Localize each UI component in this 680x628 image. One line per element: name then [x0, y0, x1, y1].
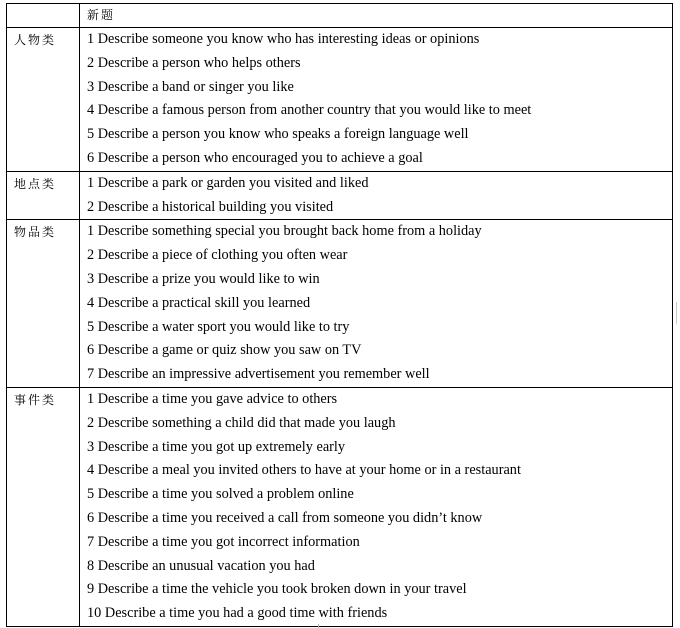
topic-item: 2 Describe a piece of clothing you often wear [87, 247, 348, 264]
topic-item: 4 Describe a famous person from another country that you would like to meet [87, 102, 532, 119]
topic-item: 2 Describe a person who helps others [87, 54, 301, 71]
category-row [7, 220, 673, 388]
topic-item: 10 Describe a time you had a good time with friends [87, 605, 388, 622]
category-label: 物品类 [14, 225, 57, 240]
header-topic-cell [80, 4, 673, 28]
topic-item: 2 Describe a historical building you visited [87, 198, 334, 215]
topic-item: 1 Describe a time you gave advice to others [87, 390, 338, 407]
category-row [7, 387, 673, 626]
category-label: 人物类 [14, 33, 57, 47]
topic-item: 7 Describe a time you got incorrect information [87, 533, 360, 550]
topics-cell [80, 171, 673, 220]
category-label: 地点类 [14, 176, 57, 191]
topic-list [80, 28, 672, 171]
topics-cell [80, 28, 673, 172]
topic-list [80, 172, 672, 220]
category-cell [7, 387, 80, 626]
category-row [7, 28, 673, 172]
topic-item: 5 Describe a person you know who speaks a foreign language well [87, 126, 469, 143]
topic-item: 8 Describe an unusual vacation you had [87, 557, 315, 574]
page-bottom-marker [318, 624, 319, 628]
topic-item: 3 Describe a band or singer you like [87, 78, 294, 95]
table-body [7, 4, 673, 627]
category-cell [7, 220, 80, 388]
topic-item: 3 Describe a time you got up extremely early [87, 438, 346, 455]
topic-item: 1 Describe someone you know who has interesting ideas or opinions [87, 31, 480, 47]
topic-list [80, 388, 672, 626]
topics-cell [80, 220, 673, 388]
topic-item: 6 Describe a game or quiz show you saw on TV [87, 342, 362, 359]
category-cell [7, 171, 80, 220]
category-cell [7, 28, 80, 172]
topic-list [80, 220, 672, 387]
topic-item: 1 Describe a park or garden you visited and liked [87, 174, 369, 191]
category-label: 事件类 [14, 392, 57, 407]
topic-item: 5 Describe a water sport you would like to try [87, 318, 350, 335]
header-category-cell [7, 4, 80, 28]
topic-item: 4 Describe a meal you invited others to have at your home or in a restaurant [87, 462, 521, 479]
header-row [7, 4, 673, 28]
topic-item: 1 Describe something special you brought back home from a holiday [87, 223, 482, 240]
topics-cell [80, 387, 673, 626]
topic-item: 4 Describe a practical skill you learned [87, 294, 311, 311]
speaking-topics-table [6, 3, 673, 627]
topic-item: 3 Describe a prize you would like to win [87, 270, 320, 287]
page-edge-marker [676, 302, 680, 324]
header-topic-label: 新题 [87, 8, 116, 22]
topic-item: 7 Describe an impressive advertisement you remember well [87, 366, 430, 383]
category-row [7, 171, 673, 220]
topic-item: 2 Describe something a child did that made you laugh [87, 414, 396, 431]
topic-item: 6 Describe a time you received a call from someone you didn’t know [87, 509, 483, 526]
topic-item: 6 Describe a person who encouraged you to achieve a goal [87, 149, 423, 166]
topic-item: 9 Describe a time the vehicle you took broken down in your travel [87, 581, 467, 598]
topic-item: 5 Describe a time you solved a problem online [87, 486, 354, 503]
